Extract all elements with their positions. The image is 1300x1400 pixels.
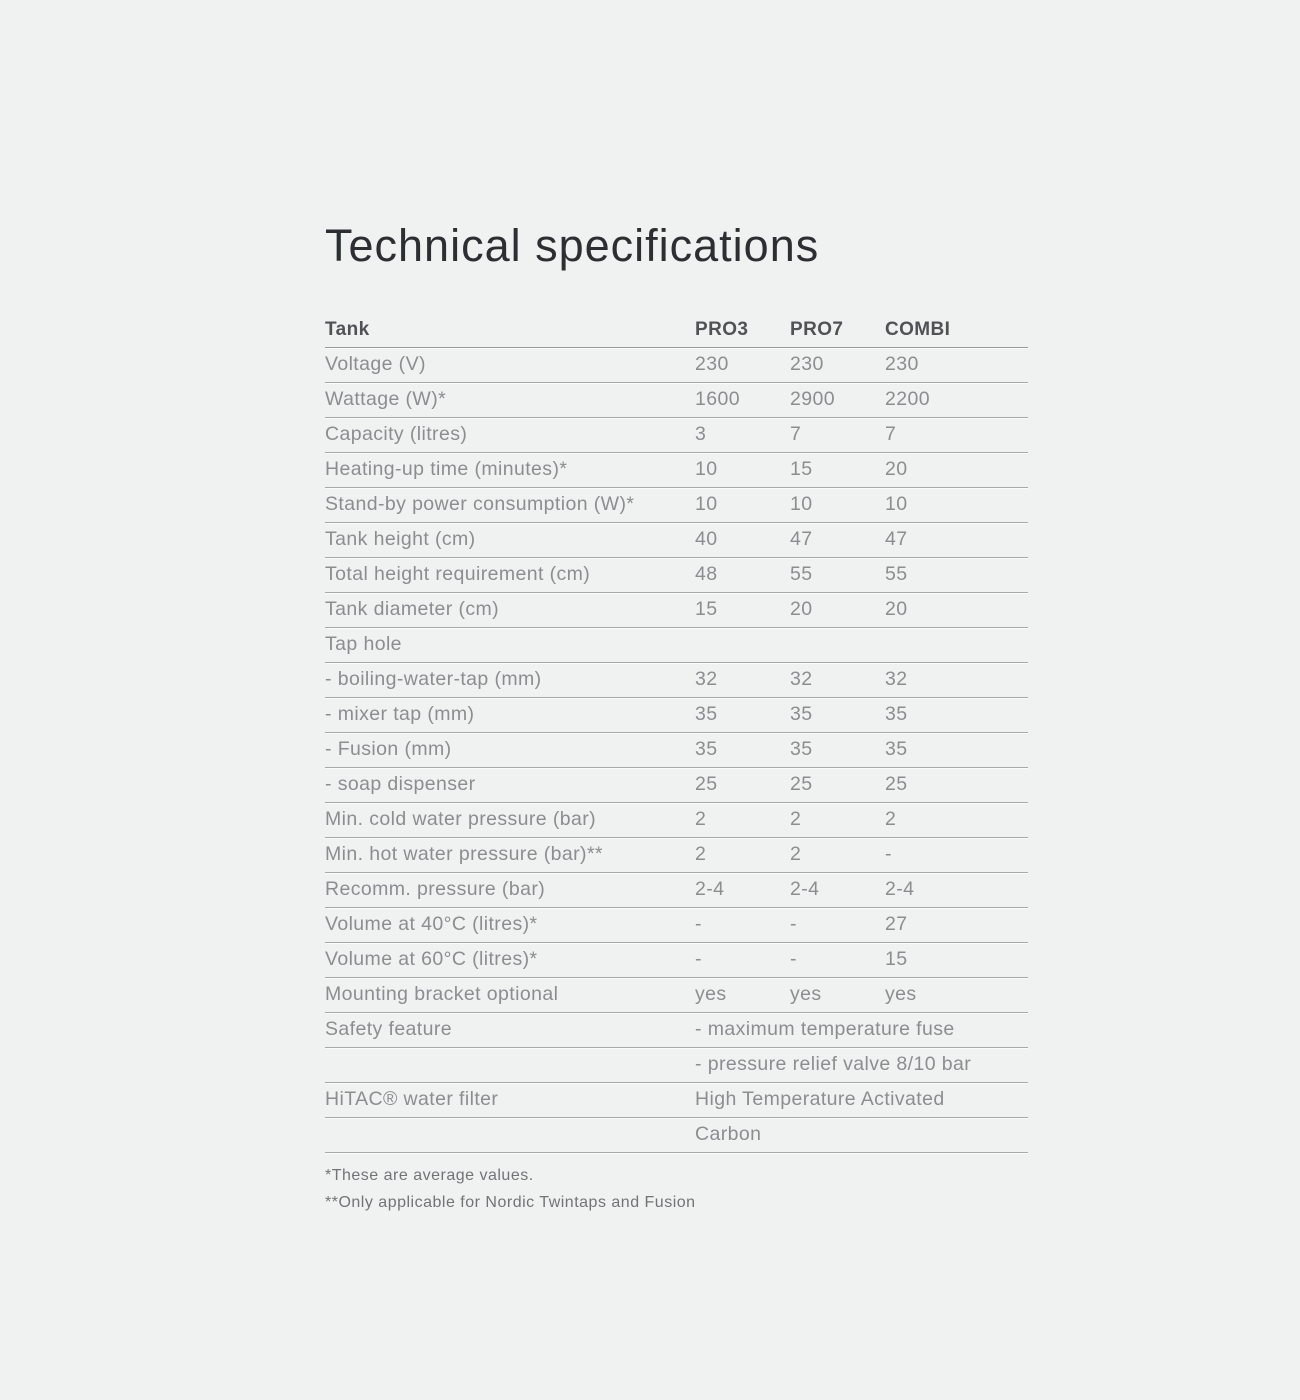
row-label: Min. hot water pressure (bar)** xyxy=(325,843,603,866)
row-value: 32 xyxy=(790,668,813,691)
row-value: 230 xyxy=(695,353,729,376)
footnote-applicability: **Only applicable for Nordic Twintaps and Fusion xyxy=(325,1193,696,1211)
row-value: 25 xyxy=(790,773,813,796)
row-value: 2 xyxy=(885,808,897,831)
row-label: HiTAC® water filter xyxy=(325,1088,499,1111)
row-value: 10 xyxy=(885,493,908,516)
row-span-value: - pressure relief valve 8/10 bar xyxy=(695,1053,972,1076)
row-label: - soap dispenser xyxy=(325,773,476,796)
column-header-tank: Tank xyxy=(325,318,370,340)
row-value: 55 xyxy=(790,563,813,586)
row-value: 25 xyxy=(885,773,908,796)
row-value: 35 xyxy=(885,738,908,761)
table-row xyxy=(325,803,1028,838)
row-value: 2-4 xyxy=(790,878,820,901)
row-span-value: High Temperature Activated xyxy=(695,1088,945,1111)
row-label: - Fusion (mm) xyxy=(325,738,452,761)
footnotes xyxy=(325,1162,1028,1216)
row-value: 55 xyxy=(885,563,908,586)
table-row xyxy=(325,768,1028,803)
row-value: 40 xyxy=(695,528,718,551)
table-row xyxy=(325,1118,1028,1153)
row-value: 47 xyxy=(885,528,908,551)
row-label: Stand-by power consumption (W)* xyxy=(325,493,635,516)
column-header-pro7: PRO7 xyxy=(790,318,844,340)
row-label: - boiling-water-tap (mm) xyxy=(325,668,542,691)
table-row xyxy=(325,908,1028,943)
row-value: 35 xyxy=(695,703,718,726)
row-label: Tank height (cm) xyxy=(325,528,476,551)
row-value: 7 xyxy=(790,423,802,446)
row-label: Voltage (V) xyxy=(325,353,426,376)
table-header-row xyxy=(325,313,1028,348)
row-label: Wattage (W)* xyxy=(325,388,447,411)
row-value: 32 xyxy=(885,668,908,691)
row-value: 35 xyxy=(790,738,813,761)
row-label: Volume at 40°C (litres)* xyxy=(325,913,538,936)
table-row xyxy=(325,873,1028,908)
row-span-value: Carbon xyxy=(695,1123,762,1146)
row-label: Total height requirement (cm) xyxy=(325,563,591,586)
row-value: yes xyxy=(790,983,822,1006)
row-value: - xyxy=(790,948,797,971)
row-value: - xyxy=(885,843,892,866)
row-label: Volume at 60°C (litres)* xyxy=(325,948,538,971)
row-value: 2 xyxy=(695,843,707,866)
row-value: 15 xyxy=(885,948,908,971)
row-label: Heating-up time (minutes)* xyxy=(325,458,568,481)
row-label: Mounting bracket optional xyxy=(325,983,559,1006)
row-label: Capacity (litres) xyxy=(325,423,468,446)
row-value: 35 xyxy=(885,703,908,726)
row-value: 1600 xyxy=(695,388,740,411)
row-value: 48 xyxy=(695,563,718,586)
row-label: Safety feature xyxy=(325,1018,453,1041)
row-value: 2 xyxy=(790,843,802,866)
row-value: 27 xyxy=(885,913,908,936)
row-value: 2-4 xyxy=(885,878,915,901)
row-value: 2 xyxy=(790,808,802,831)
table-row xyxy=(325,628,1028,663)
row-value: 15 xyxy=(695,598,718,621)
row-label: Tap hole xyxy=(325,633,402,656)
row-label: - mixer tap (mm) xyxy=(325,703,475,726)
row-value: - xyxy=(695,913,702,936)
row-label: Recomm. pressure (bar) xyxy=(325,878,546,901)
row-value: - xyxy=(790,913,797,936)
row-value: 2-4 xyxy=(695,878,725,901)
row-value: 2900 xyxy=(790,388,835,411)
row-value: 10 xyxy=(695,458,718,481)
table-row xyxy=(325,943,1028,978)
table-row xyxy=(325,558,1028,593)
row-label: Tank diameter (cm) xyxy=(325,598,500,621)
table-row xyxy=(325,1048,1028,1083)
row-value: 230 xyxy=(790,353,824,376)
row-value: 2 xyxy=(695,808,707,831)
row-span-value: - maximum temperature fuse xyxy=(695,1018,955,1041)
row-value: 2200 xyxy=(885,388,930,411)
spec-table xyxy=(325,313,1028,1153)
spec-sheet xyxy=(325,220,1028,1216)
row-value: 15 xyxy=(790,458,813,481)
row-value: 230 xyxy=(885,353,919,376)
row-label: Min. cold water pressure (bar) xyxy=(325,808,597,831)
table-row xyxy=(325,663,1028,698)
table-row xyxy=(325,348,1028,383)
table-row xyxy=(325,488,1028,523)
page-title: Technical specifications xyxy=(325,220,820,271)
table-row xyxy=(325,418,1028,453)
row-value: 3 xyxy=(695,423,707,446)
column-header-combi: COMBI xyxy=(885,318,951,340)
table-row xyxy=(325,593,1028,628)
row-value: - xyxy=(695,948,702,971)
row-value: 47 xyxy=(790,528,813,551)
row-value: 35 xyxy=(695,738,718,761)
table-row xyxy=(325,453,1028,488)
table-row xyxy=(325,383,1028,418)
table-row xyxy=(325,1083,1028,1118)
row-value: yes xyxy=(885,983,917,1006)
column-header-pro3: PRO3 xyxy=(695,318,749,340)
row-value: 10 xyxy=(695,493,718,516)
row-value: 7 xyxy=(885,423,897,446)
table-row xyxy=(325,733,1028,768)
table-row xyxy=(325,838,1028,873)
row-value: 10 xyxy=(790,493,813,516)
row-value: yes xyxy=(695,983,727,1006)
table-row xyxy=(325,698,1028,733)
table-row xyxy=(325,978,1028,1013)
table-row xyxy=(325,523,1028,558)
row-value: 32 xyxy=(695,668,718,691)
row-value: 20 xyxy=(885,458,908,481)
footnote-average-values: *These are average values. xyxy=(325,1166,534,1184)
table-rows xyxy=(325,348,1028,1153)
table-row xyxy=(325,1013,1028,1048)
row-value: 20 xyxy=(790,598,813,621)
row-value: 25 xyxy=(695,773,718,796)
row-value: 35 xyxy=(790,703,813,726)
row-value: 20 xyxy=(885,598,908,621)
